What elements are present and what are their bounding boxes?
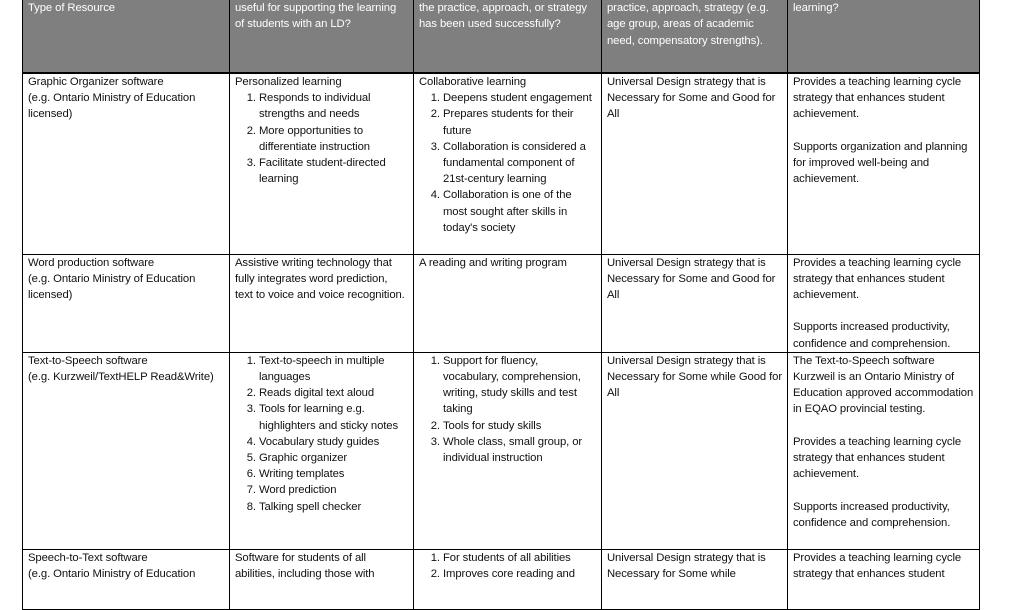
numbered-list	[419, 90, 596, 236]
cell-student-learning	[788, 254, 980, 352]
header-area-targeted: the practice, approach, or strategy has been used successfully?	[414, 0, 602, 73]
cell-text: Provides a teaching learning cycle strategy that enhances student	[793, 551, 962, 580]
list-item: 2. More opportunities to differentiate instruction	[259, 123, 408, 155]
cell-student-learning	[788, 352, 980, 549]
header-students-benefitted: practice, approach, strategy (e.g. age group, areas of academic need, compensatory strengths).	[602, 0, 788, 73]
cell-text: Assistive writing technology that fully integrates word prediction, text to voice and voice recognition.	[235, 256, 405, 301]
header-type-of-resource	[23, 0, 230, 73]
cell-area-targeted	[414, 73, 602, 254]
cell-text: Universal Design strategy that is Necessary for Some and Good for All	[607, 76, 776, 121]
list-item: 1. Responds to individual strengths and needs	[259, 90, 408, 122]
cell-type-of-resource	[23, 352, 230, 549]
header-student-learning: learning?	[788, 0, 980, 73]
list-item: 1. Support for fluency, vocabulary, comprehension, writing, study skills and test taking	[443, 353, 596, 418]
cell-students-benefitted	[602, 254, 788, 352]
resource-table	[22, 0, 980, 610]
cell-strategies	[230, 352, 414, 549]
cell-students-benefitted	[602, 549, 788, 609]
cell-strategies	[230, 254, 414, 352]
cell-text: Graphic Organizer software	[28, 76, 164, 88]
table-row	[23, 549, 980, 609]
cell-text: The Text-to-Speech software Kurzweil is an Ontario Ministry of Education approved accommodation in EQAO provincial testing.	[793, 354, 974, 416]
cell-text: Universal Design strategy that is Necessary for Some while Good for All	[607, 354, 783, 400]
table-row	[23, 352, 980, 549]
cell-text: Word production software	[28, 256, 155, 269]
table-header-row	[23, 0, 980, 73]
list-item: 2. Prepares students for their future	[443, 106, 596, 138]
list-item: 2. Tools for study skills	[443, 418, 596, 434]
cell-student-learning	[788, 549, 980, 609]
cell-type-of-resource	[23, 254, 230, 352]
table-row	[23, 254, 980, 352]
cell-text: Collaborative learning	[419, 76, 527, 88]
list-item: 1. Text-to-speech in multiple languages	[259, 353, 408, 385]
list-item: 5. Graphic organizer	[259, 450, 408, 466]
cell-text: Provides a teaching learning cycle strategy that enhances student achievement.	[793, 435, 962, 481]
cell-text: (e.g. Ontario Ministry of Education	[28, 567, 196, 580]
header-label: Type of Resource	[28, 2, 115, 14]
cell-type-of-resource	[23, 549, 230, 609]
numbered-list	[235, 353, 408, 515]
table-row	[23, 73, 980, 254]
cell-type-of-resource	[23, 73, 230, 254]
cell-students-benefitted	[602, 352, 788, 549]
table-body	[23, 73, 980, 609]
list-item: 3. Collaboration is considered a fundamental component of 21st-century learning	[443, 139, 596, 188]
cell-area-targeted	[414, 352, 602, 549]
cell-text: (e.g. Ontario Ministry of Education licensed)	[28, 92, 196, 121]
list-item: 7. Word prediction	[259, 482, 408, 498]
cell-text: Supports increased productivity, confidence and comprehension.	[793, 321, 951, 350]
cell-text: Universal Design strategy that is Necessary for Some and Good for All	[607, 256, 776, 301]
cell-area-targeted	[414, 549, 602, 609]
list-item: 3. Tools for learning e.g. highlighters and sticky notes	[259, 401, 408, 433]
cell-text: (e.g. Kurzweil/TextHELP Read&Write)	[28, 370, 214, 383]
cell-text: Provides a teaching learning cycle strategy that enhances student achievement.	[793, 256, 962, 301]
list-item: 2. Improves core reading and	[443, 566, 596, 582]
header-strategies: useful for supporting the learning of students with an LD?	[230, 0, 414, 73]
list-item: 8. Talking spell checker	[259, 499, 408, 515]
cell-text: Supports organization and planning for improved well-being and achievement.	[793, 140, 968, 186]
list-item: 6. Writing templates	[259, 466, 408, 482]
cell-text: Personalized learning	[235, 76, 342, 88]
numbered-list	[419, 550, 596, 582]
list-item: 4. Vocabulary study guides	[259, 434, 408, 450]
cell-text: Text-to-Speech software	[28, 354, 148, 367]
cell-students-benefitted	[602, 73, 788, 254]
cell-area-targeted	[414, 254, 602, 352]
cell-text: Speech-to-Text software	[28, 551, 148, 564]
cell-text: A reading and writing program	[419, 256, 567, 269]
cell-strategies	[230, 549, 414, 609]
numbered-list	[419, 353, 596, 466]
numbered-list	[235, 90, 408, 187]
cell-text: Provides a teaching learning cycle strategy that enhances student achievement.	[793, 76, 962, 121]
cell-text: Universal Design strategy that is Necessary for Some while	[607, 551, 766, 580]
list-item: 3. Facilitate student-directed learning	[259, 155, 408, 187]
list-item: 2. Reads digital text aloud	[259, 385, 408, 401]
cell-student-learning	[788, 73, 980, 254]
cell-text: Supports increased productivity, confidence and comprehension.	[793, 500, 951, 529]
cell-text: (e.g. Ontario Ministry of Education licensed)	[28, 272, 196, 301]
cell-text: Software for students of all abilities, including those with	[235, 551, 375, 580]
list-item: 4. Collaboration is one of the most sought after skills in today's society	[443, 187, 596, 236]
list-item: 3. Whole class, small group, or individual instruction	[443, 434, 596, 466]
list-item: 1. For students of all abilities	[443, 550, 596, 566]
list-item: 1. Deepens student engagement	[443, 90, 596, 106]
cell-strategies	[230, 73, 414, 254]
